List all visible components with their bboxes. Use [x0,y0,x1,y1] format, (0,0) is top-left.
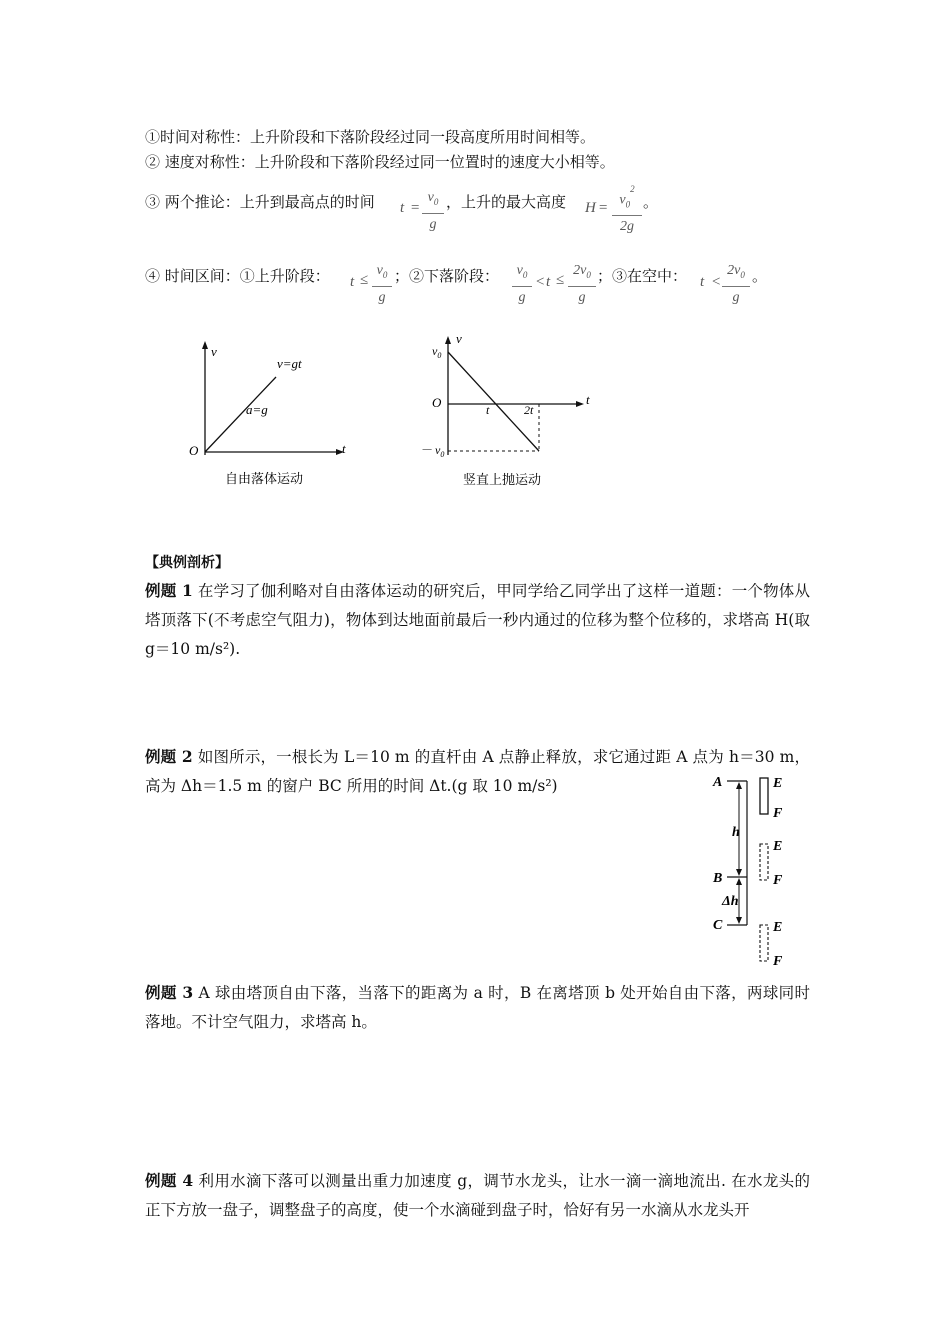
rod-top-E: E [773,776,783,791]
t-axis-label-2: t [586,392,590,407]
property-speed-symmetry: ② 速度对称性：上升阶段和下落阶段经过同一位置时的速度大小相等。 [145,153,615,171]
line-equation-label: v=gt [277,356,302,371]
rod-bottom-E: E [773,920,783,935]
fraction-down-2v0-g: $2v_0$ g [568,263,596,306]
fraction-v0sq-over-2g: $v_0^2$ 2g [612,187,642,235]
example-2: 例题 2 如图所示，一根长为 L＝10 m 的直杆由 A 点静止释放，求它通过距 A 点为 h＝30 m，高为 Δh＝1.5 m 的窗户 BC 所用的时间 Δt.(g 取 10 m/s²) [145,747,810,795]
rod-bottom [760,925,768,961]
var-t-up: t [350,274,355,290]
vertical-throw-graph [418,330,608,495]
rod-mid-F: F [773,873,783,888]
var-t-down: t [546,274,551,290]
equals-sign-2: = [598,200,609,216]
two-t-mark: 2t [524,403,534,417]
arrow-dh-head-up [736,878,742,885]
example-3: 例题 3 A 球由塔顶自由下落，当落下的距离为 a 时，B 在离塔顶 b 处开始自由下落，两球同时落地。不计空气阻力，求塔高 h。 [145,983,811,1031]
time-range-end: 。 [752,267,768,285]
arrow-h-head-down [736,869,742,876]
slope-label: a=g [246,402,268,417]
t-axis-arrow-2 [576,401,584,407]
fraction-air-2v0-g: $2v_0$ g [722,263,750,306]
free-fall-caption: 自由落体运动 [225,472,304,487]
velocity-line-2 [448,352,539,451]
t-mark: t [486,403,490,417]
point-B: B [713,871,723,886]
fraction-down-v0-g: $v_0$ g [512,263,532,306]
neg-v0-label: － $v_0$ [420,443,445,459]
rod-bottom-F: F [773,954,783,969]
origin-label-2: O [432,395,442,410]
point-A: A [713,775,723,790]
var-t: t [400,200,405,216]
vertical-throw-caption: 竖直上抛运动 [463,473,542,488]
var-t-air: t [700,274,705,290]
v-axis-arrow [202,341,208,349]
var-H: H [585,200,596,216]
rod-mid [760,844,768,880]
example-1: 例题 1 在学习了伽利略对自由落体运动的研究后，甲同学给乙同学出了这样一道题：一个物体从塔顶落下(不考虑空气阻力)，物体到达地面前最后一秒内通过的位移为整个位移的，求塔高 H(取 g＝10 m/s²). [145,581,810,658]
example-4: 例题 4 利用水滴下落可以测量出重力加速度 g，调节水龙头，让水一滴一滴地流出. 在水龙头的正下方放一盘子，调整盘子的高度，使一个水滴碰到盘子时，恰好有另一水滴从水龙头开 [145,1171,810,1219]
inferences-prefix: ③ 两个推论：上升到最高点的时间 [145,193,375,211]
height-dh: Δh [722,894,739,909]
v-axis-label: v [211,344,217,359]
le-sign-1: ≤ [360,272,369,288]
v-axis-arrow-2 [445,336,451,344]
rod-top-F: F [773,806,783,821]
time-range-air-label: ；③在空中： [597,267,688,285]
le-sign-2: ≤ [556,272,565,288]
origin-label: O [189,443,199,458]
time-range-prefix: ④ 时间区间：①上升阶段： [145,267,330,285]
arrow-h-head-up [736,782,742,789]
lt-sign-1: < [535,274,546,290]
rod-top [760,778,768,814]
free-fall-graph [180,335,360,495]
section-title: 【典例剖析】 [145,555,229,571]
height-h: h [732,825,740,840]
time-range-down-label: ；②下落阶段： [394,267,500,285]
t-axis-label: t [342,441,346,456]
rod-mid-E: E [773,839,783,854]
fraction-v0-over-g: $v_0$ g [422,190,444,233]
window-figure [705,768,810,973]
inferences-end: 。 [643,193,659,211]
lt-sign-2: < [711,274,722,290]
point-C: C [713,918,723,933]
v0-label: $v_0$ [432,344,442,360]
equals-sign: = [410,200,421,216]
v-axis-label-2: v [456,331,462,346]
property-time-symmetry: ①时间对称性：上升阶段和下落阶段经过同一段高度所用时间相等。 [145,128,596,146]
inferences-mid: ，上升的最大高度 [446,193,567,211]
fraction-up-v0-g: $v_0$ g [372,263,392,306]
arrow-dh-head-down [736,917,742,924]
